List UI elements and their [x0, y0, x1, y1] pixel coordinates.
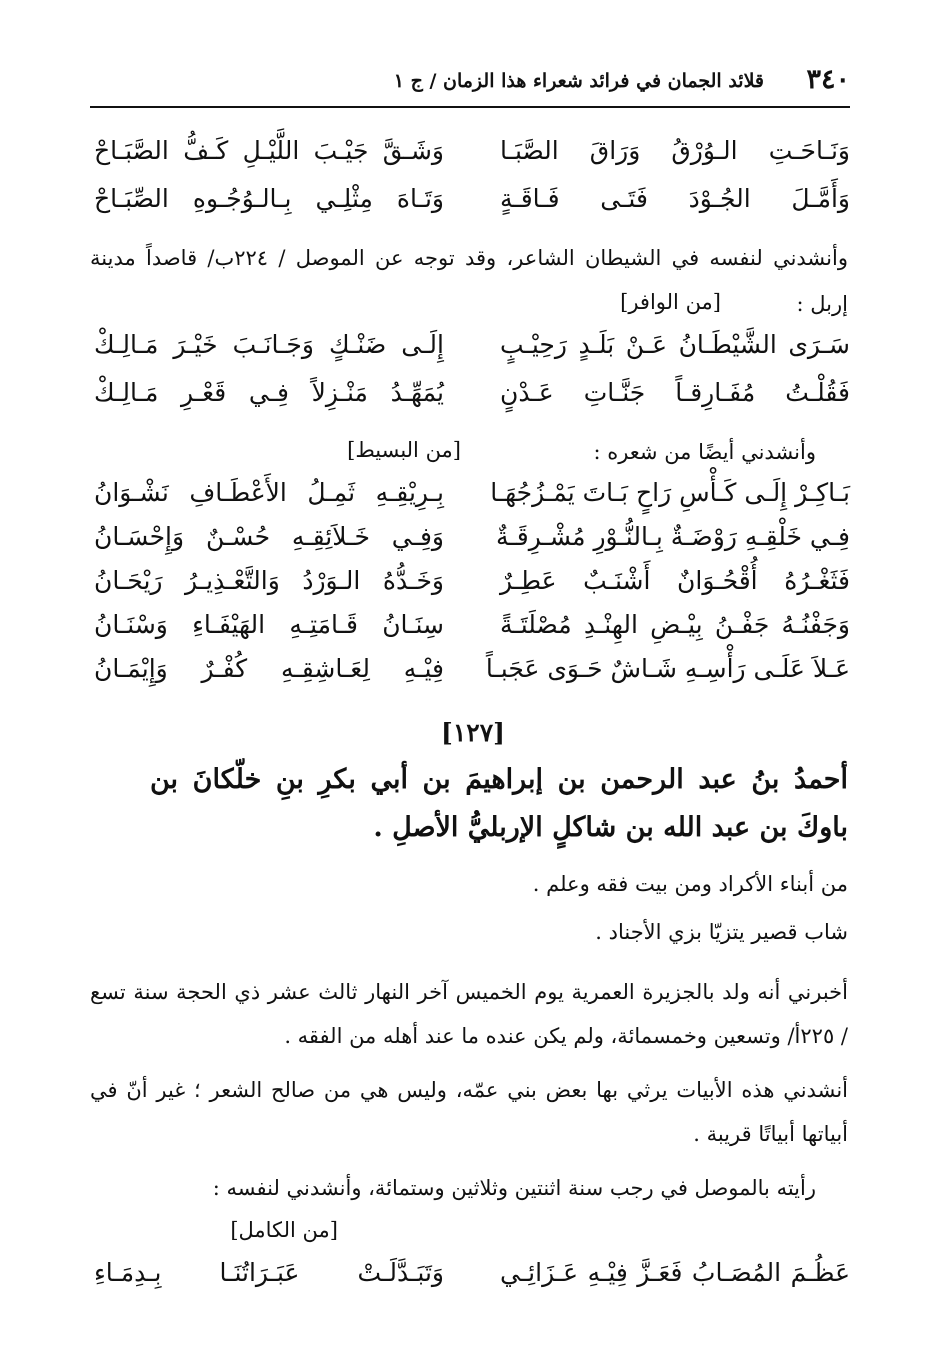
verse-hemistich-first: وَنَـاحَـتِ الـوُرْقُ وَرَاقَ الصَّبَـا [500, 136, 850, 165]
verse-hemistich-first: فَقُلْـتُ مُفَـارِقـاً جَنَّـاتِ عَـدْنٍ [500, 378, 850, 407]
verse-line [90, 372, 850, 414]
bio-paragraph: رأيته بالموصل في رجب سنة اثنتين وثلاثين وستمائة، وأنشدني لنفسه : [212, 1176, 816, 1200]
verse-line [90, 1252, 850, 1294]
verse-hemistich-first: فَثَغْـرُهُ أُقْحُـوَانٌ أَشْنَـبٌ عَطِـرٌ [500, 566, 850, 595]
prose-paragraph: وأنشدني لنفسه في الشيطان الشاعر، وقد توجه عن الموصل / ٢٢٤ب/ قاصداً مدينة [90, 246, 848, 270]
verse-line [90, 648, 850, 690]
verse-hemistich-second: وَتَـاهَ مِثْلِـي بِـالـوُجُـوهِ الصِّبَـاحْ [94, 184, 444, 213]
page-number: ٣٤٠ [806, 64, 850, 95]
entry-title: أحمدُ بنُ عبد الرحمن بن إبراهيمَ بن أبي بكرِ بنِ خلّكانَ بن باوكَ بن عبد الله بن شاكلٍ الإربليُّ الأصلِ . [150, 764, 849, 843]
verse-hemistich-first: عَظُـمَ المُصَـابُ فَعَـزَّ فِيْـهِ عَـزَائِـي [500, 1258, 850, 1287]
verse-hemistich-second: يُمَهِّـدُ مَنْـزِلاً فِـي قَعْـرِ مَـالِـكْ [94, 378, 444, 407]
verse-line [90, 472, 850, 514]
verse-line [90, 130, 850, 172]
verse-hemistich-first: بَـاكِـرْ إِلَـى كَـأْسِ رَاحٍ بَـاتَ يَمْـزُجُهَـا [490, 478, 850, 507]
verse-hemistich-second: بِـرِيْقِـهِ ثَمِـلُ الأَعْطَـافِ نَشْـوَانُ [94, 478, 444, 507]
verse-line [90, 516, 850, 558]
verse-hemistich-second: سِنَـانُ قَـامَتِـهِ الهَيْفَـاءِ وَسْنَـانُ [94, 610, 444, 639]
verse-hemistich-first: وَجَفْنُـهُ جَفْـنُ بِيْـضِ الهِنْـدِ مُصْلَتَـةً [500, 610, 850, 639]
verse-line [90, 324, 850, 366]
verse-hemistich-second: وَفِـي خَـلاَئِقِـهِ حُسْـنٌ وَإِحْسَـانُ [94, 522, 444, 551]
prose-paragraph: وأنشدني أيضًا من شعره : [593, 440, 816, 464]
meter-label: [من البسيط] [347, 438, 461, 462]
meter-label: [من الكامل] [230, 1218, 338, 1242]
entry-number: [١٢٧] [441, 718, 505, 747]
verse-hemistich-first: فِـي خَلْقِـهِ رَوْضَـةٌ بِـالنُّـوْرِ مُشْـرِقَـةٌ [496, 522, 850, 551]
bio-paragraph: من أبناء الأكراد ومن بيت فقه وعلم . [532, 872, 848, 896]
verse-hemistich-second: وَشَـقَّ جَيْـبَ اللَّيْـلِ كَـفُّ الصَّبَـاحْ [94, 136, 444, 165]
verse-hemistich-second: وَتَبَـدَّلَـتْ عَبَـرَاتُنَـا بِـدِمَـاءِ [94, 1258, 444, 1287]
verse-hemistich-second: وَخَـدُّهُ الـوَرْدُ وَالتَّعْـذِيـرُ رَيْحَـانُ [94, 566, 444, 595]
verse-hemistich-second: إِلَـى ضَنْـكٍ وَجَـانَـبَ خَيْـرَ مَـالِـكْ [94, 330, 444, 359]
verse-hemistich-second: فِيْـهِ لِعَـاشِقِـهِ كُفْـرٌ وَإِيْمَـانُ [94, 654, 444, 683]
verse-hemistich-first: عَـلاَ عَلَـى رَأْسِـهِ شَـاشٌ حَـوَى عَجَبـاً [485, 654, 850, 683]
bio-paragraph: أخبرني أنه ولد بالجزيرة العمرية يوم الخميس آخر النهار ثالث عشر ذي الحجة سنة تسع / ٢٢٥أ/ وتسعين وخمسمائة، ولم يكن عنده ما عند أهله من الفقه . [90, 980, 848, 1048]
prose-paragraph: إربل : [796, 292, 848, 316]
bio-paragraph: أنشدني هذه الأبيات يرثي بها بعض بني عمّه، وليس هي من صالح الشعر ؛ غير أنّ في أبياتها أبياتًا قريبة . [90, 1078, 848, 1146]
verse-hemistich-first: وَأَمَّـلَ الجُـوْدَ فَتَـى فَـاقَـةٍ [500, 184, 850, 213]
verse-line [90, 178, 850, 220]
verse-hemistich-first: سَـرَى الشَّيْطَـانُ عَـنْ بَلَـدٍ رَحِيْـبٍ [500, 330, 850, 359]
verse-line [90, 604, 850, 646]
verse-line [90, 560, 850, 602]
page-header [90, 62, 850, 108]
meter-label: [من الوافر] [620, 290, 721, 314]
running-title: قلائد الجمان في فرائد شعراء هذا الزمان / ج ١ [393, 70, 764, 92]
bio-paragraph: شاب قصير يتزيّا بزي الأجناد . [595, 920, 848, 944]
